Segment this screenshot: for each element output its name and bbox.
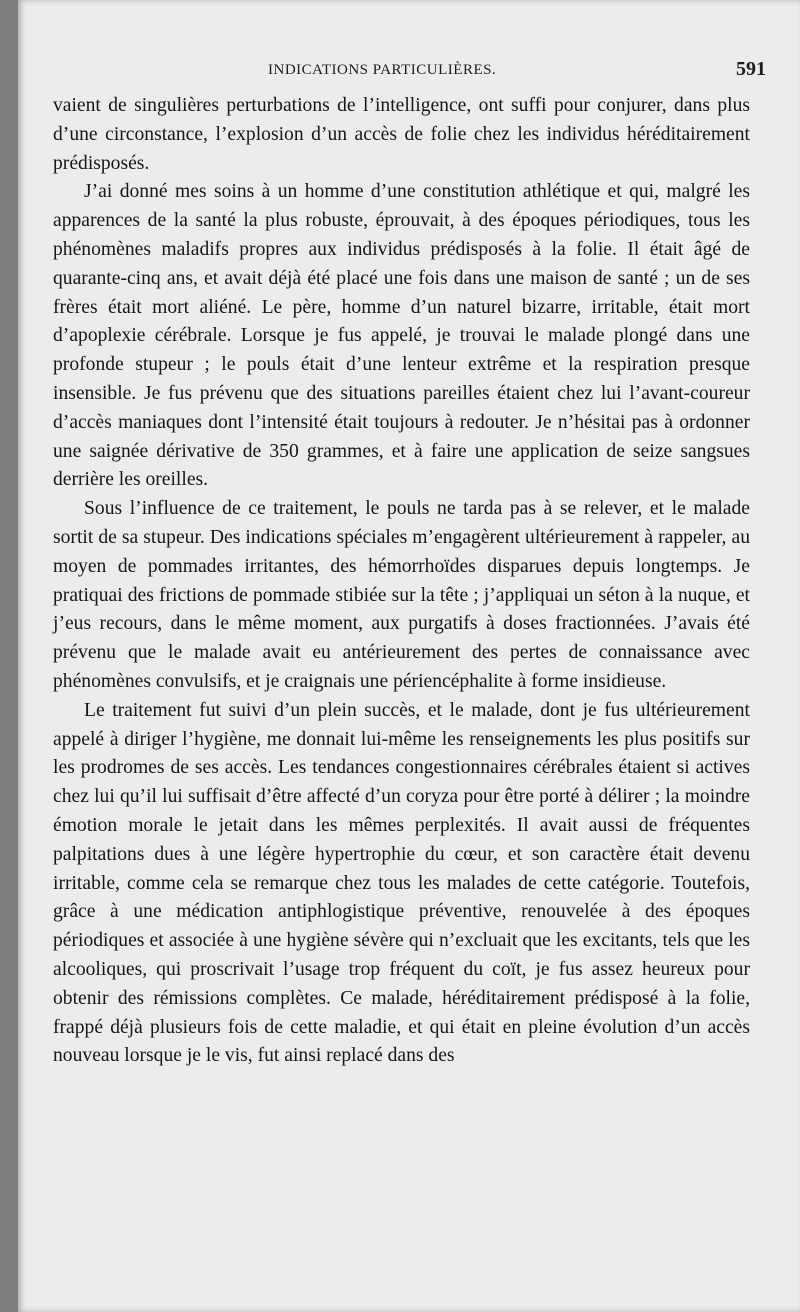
book-page [18,0,800,1312]
paragraph-continuation: vaient de singulières perturbations de l’intelligence, ont suffi pour conjurer, dans plus d’une circonstance, l’explosion d’un accès de folie chez les individus héréditairement prédisposés. [53,95,750,174]
page-number: 591 [736,58,766,80]
running-head: INDICATIONS PARTICULIÈRES. [268,62,497,78]
paragraph: Le traitement fut suivi d’un plein succès, et le malade, dont je fus ultérieurement appelé à diriger l’hygiène, me donnait lui-même les renseignements les plus positifs sur les prodromes de ses accès. Les tendances congestionnaires cérébrales étaient si actives chez lui qu’il lui suffisait d’être affecté d’un coryza pour être porté à délirer ; la moindre émotion morale le jetait dans les mêmes perplexités. Il avait aussi de fréquentes palpitations dues à une légère hypertrophie du cœur, et son caractère était devenu irritable, comme cela se remarque chez tous les malades de cette catégorie. Toutefois, grâce à une médication antiphlogistique préventive, renouvelée à des époques périodiques et associée à une hygiène sévère qui n’excluait que les excitants, tels que les alcooliques, qui proscrivait l’usage trop fréquent du coït, je fus assez heureux pour obtenir des rémissions complètes. Ce malade, héréditairement prédisposé à la folie, frappé déjà plusieurs fois de cette maladie, et qui était en pleine évolution d’un accès nouveau lorsque je le vis, fut ainsi replacé dans des [53,699,750,1067]
paragraph: J’ai donné mes soins à un homme d’une constitution athlétique et qui, malgré les apparences de la santé la plus robuste, éprouvait, à des époques périodiques, tous les phénomènes maladifs propres aux individus prédisposés à la folie. Il était âgé de quarante-cinq ans, et avait déjà été placé une fois dans une maison de santé ; un de ses frères était mort aliéné. Le père, homme d’un naturel bizarre, irritable, était mort d’apoplexie cérébrale. Lorsque je fus appelé, je trouvai le malade plongé dans une profonde stupeur ; le pouls était d’une lenteur extrême et la respiration presque insensible. Je fus prévenu que des situations pareilles étaient chez lui l’avant-coureur d’accès maniaques dont l’intensité était toujours à redouter. Je n’hésitai pas à ordonner une saignée dérivative de 350 grammes, et à faire une application de seize sangsues derrière les oreilles. [53,181,750,491]
page-header [18,56,800,88]
body-text [53,92,750,1071]
paragraph: Sous l’influence de ce traitement, le pouls ne tarda pas à se relever, et le malade sortit de sa stupeur. Des indications spéciales m’engagèrent ultérieurement à rappeler, au moyen de pommades irritantes, des hémorrhoïdes disparues depuis longtemps. Je pratiquai des frictions de pommade stibiée sur la tête ; j’appliquai un séton à la nuque, et j’eus recours, dans le même moment, aux purgatifs à doses fractionnées. J’avais été prévenu que le malade avait eu antérieurement des pertes de connaissance avec phénomènes convulsifs, et je craignais une périencéphalite à forme insidieuse. [53,498,750,692]
